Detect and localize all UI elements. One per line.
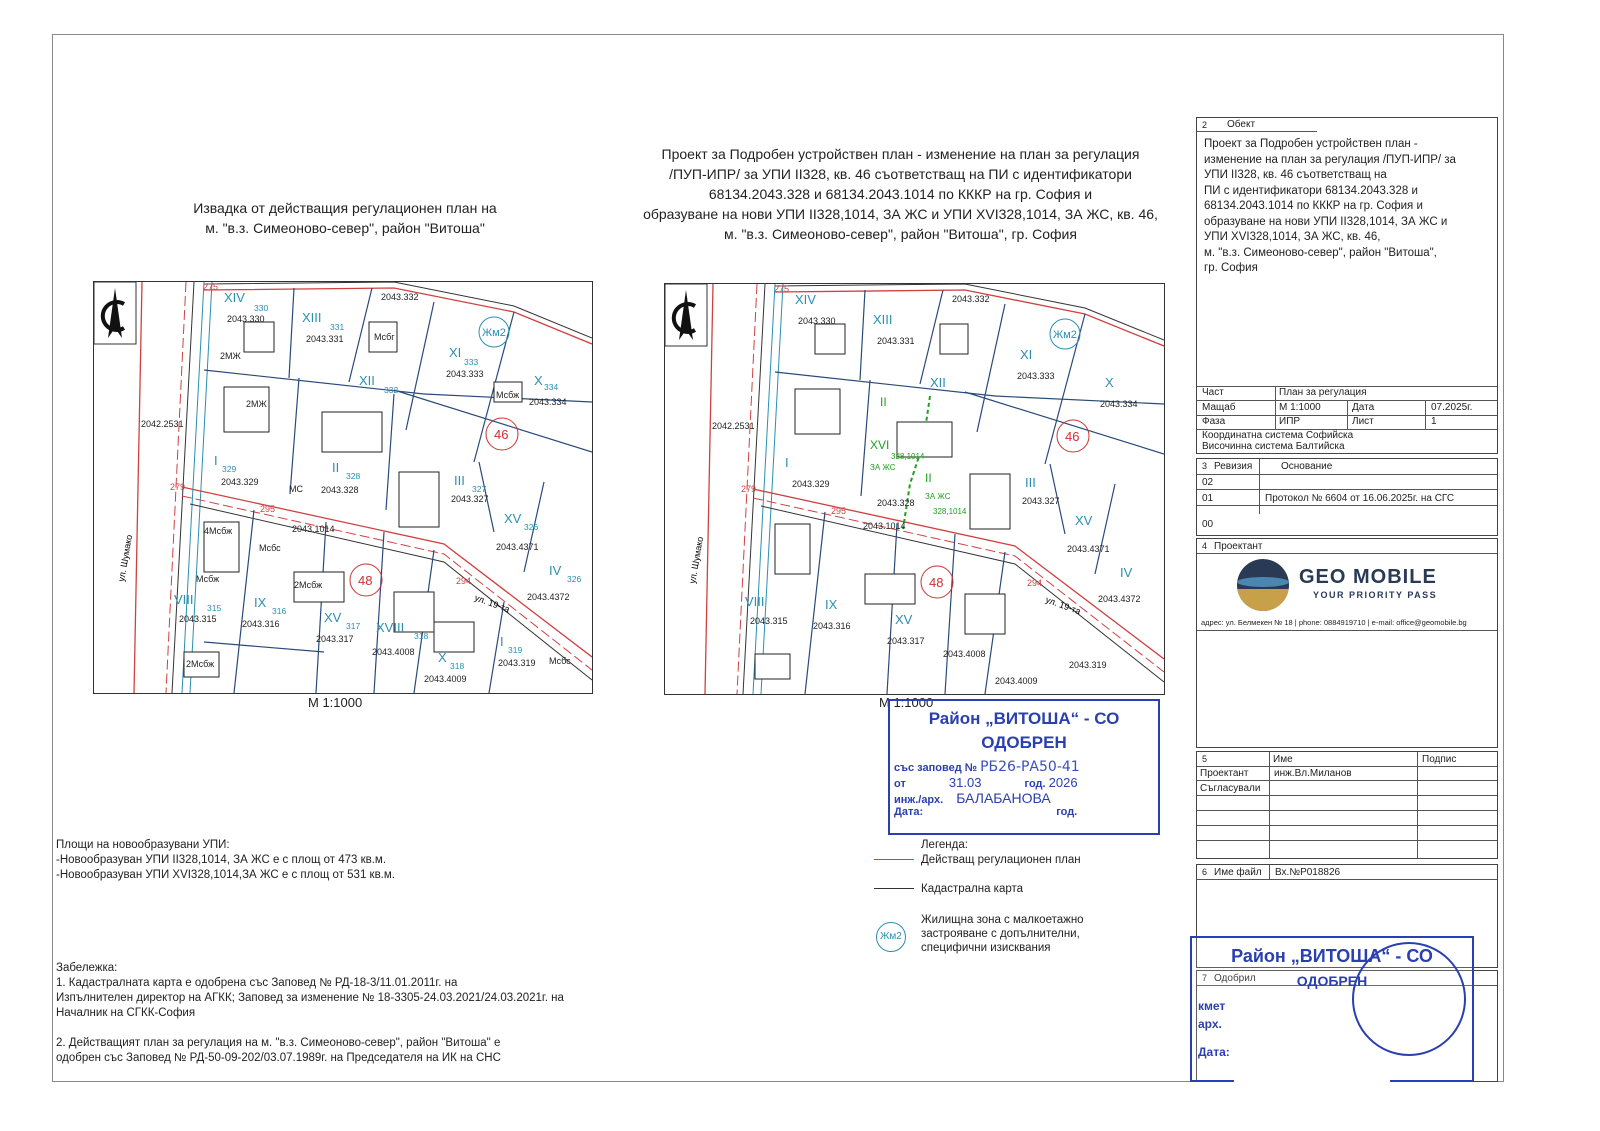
stamp-data-year-label: год.: [1056, 806, 1078, 818]
point-label: 294: [1027, 578, 1043, 588]
round-seal-icon: [1352, 942, 1466, 1056]
point-label: 279: [741, 484, 757, 494]
upi-number: X: [534, 373, 543, 388]
legend-heading: Легенда:: [921, 839, 968, 851]
upi-subscript: 328: [346, 471, 361, 481]
plot-label: 2043.329: [792, 479, 830, 489]
left-title-line-1: Извадка от действащия регулационен план на: [193, 200, 497, 216]
upi-number: IX: [825, 597, 838, 612]
proposed-regulation-map: [664, 283, 1165, 695]
plot-label: 2043.317: [887, 636, 925, 646]
note-row: одобрен със Заповед № РД-50-09-202/03.07.1989г. на Председателя на ИК на СНС: [56, 1052, 501, 1064]
left-map-title: [165, 198, 525, 238]
upi-subscript: 327: [472, 484, 487, 494]
basis-label: Основание: [1281, 461, 1333, 472]
upi-number: IX: [254, 595, 267, 610]
new-upi-subscript: 328,1014: [933, 507, 967, 516]
left-map-scale: М 1:1000: [308, 695, 363, 710]
height-system: Височинна система Балтийска: [1202, 441, 1345, 452]
upi-number: X: [1105, 375, 1114, 390]
stamp-date-value: 31.03: [948, 775, 982, 790]
section-number: 2: [1202, 120, 1208, 130]
upi-number: XV: [1075, 513, 1093, 528]
upi-number: VIII: [745, 594, 765, 609]
stamp-architect: арх.: [1198, 1017, 1222, 1031]
object-line: м. "в.з. Симеоново-север", район "Витоша",: [1204, 246, 1437, 259]
approved-by-label: Одобрил: [1214, 973, 1256, 984]
stamp-cover: [1234, 1055, 1390, 1095]
upi-subscript: 329: [222, 464, 237, 474]
plot-label: 2043.334: [1100, 399, 1138, 409]
building-label: 2МЖ: [220, 351, 241, 361]
phase-value: ИПР: [1279, 416, 1301, 427]
upi-subscript: 333: [464, 357, 479, 367]
upi-subscript: 331: [330, 322, 345, 332]
plot-label: 2042.2531: [141, 419, 184, 429]
part-label: Част: [1202, 387, 1224, 398]
block-number: 48: [929, 575, 944, 590]
note-row: [56, 1021, 564, 1036]
plot-label: 2043.316: [242, 619, 280, 629]
phase-label: Фаза: [1202, 416, 1226, 427]
new-upi-number: XVI: [870, 438, 890, 452]
note-row: Изпълнителен директор на АГКК; Заповед за изменение № 18-3305-24.03.2021/24.03.2021г. на: [56, 992, 564, 1004]
titleblock-revisions: [1196, 458, 1498, 536]
plot-label: 2043.327: [1022, 496, 1060, 506]
building-label: Мсбж: [496, 390, 520, 400]
sheet-label: Лист: [1352, 416, 1374, 427]
section-number: 6: [1202, 867, 1208, 877]
area-row: -Новообразуван УПИ XVI328,1014,ЗА ЖС е с площ от 531 кв.м.: [56, 869, 395, 881]
upi-subscript: 334: [544, 382, 559, 392]
north-arrow-icon: [94, 282, 136, 344]
upi-subscript: 332: [384, 385, 399, 395]
upi-number: XV: [504, 511, 522, 526]
stamp-date: Дата:: [1198, 1045, 1230, 1059]
titleblock-designer: [1196, 538, 1498, 748]
upi-subscript: 326: [524, 522, 539, 532]
legend-cad-label: Кадастрална карта: [921, 883, 1024, 895]
coordinate-system: Координатна система Софийска: [1202, 430, 1354, 441]
upi-number: XIV: [795, 292, 816, 307]
upi-subscript: 326: [567, 574, 582, 584]
zone-label: Жм2: [1053, 329, 1077, 341]
project-title-line-1: Проект за Подробен устройствен план - изменение на план за регулация: [661, 146, 1140, 162]
stamp-architect-signature: БАЛАБАНОВА: [956, 790, 1051, 806]
upi-number: I: [785, 455, 789, 470]
point-label: 275: [774, 284, 790, 294]
plot-label: 2043.319: [498, 658, 536, 668]
note-row: 2. Действащият план за регулация на м. "в.з. Симеоново-север", район "Витоша" е: [56, 1037, 501, 1049]
revision-number: 02: [1202, 477, 1214, 488]
upi-number: III: [1025, 475, 1036, 490]
right-map-scale: М 1:1000: [879, 695, 934, 710]
object-label: Обект: [1227, 119, 1256, 130]
designer-name: инж.Вл.Миланов: [1274, 768, 1352, 779]
stamp-architect-label: инж./арх.: [894, 794, 944, 806]
upi-number: III: [454, 473, 465, 488]
signature-label: Подпис: [1422, 754, 1457, 765]
legend-zone-text: [921, 913, 1084, 955]
block-number: 46: [494, 427, 509, 442]
street-label: ул. Шумако: [687, 535, 706, 585]
building-label: МС: [289, 484, 303, 494]
notes-heading: Забележка:: [56, 962, 118, 974]
stamp-mayor: кмет: [1198, 999, 1226, 1013]
building-label: 2МЖ: [246, 399, 267, 409]
point-label: 295: [831, 506, 847, 516]
plot-label: 2043.315: [750, 616, 788, 626]
building-label: 4Мсбж: [204, 526, 233, 536]
upi-number: XVIII: [376, 620, 405, 635]
upi-number: IV: [1120, 565, 1133, 580]
upi-subscript: 318: [450, 661, 465, 671]
date-label: Дата: [1352, 402, 1375, 413]
section-number: 3: [1202, 461, 1208, 471]
upi-number: XII: [359, 373, 375, 388]
project-title-line-3: 68134.2043.328 и 68134.2043.1014 по КККР на гр. София и: [708, 186, 1093, 202]
plot-label: 2043.331: [306, 334, 344, 344]
upi-subscript: 319: [508, 645, 523, 655]
plot-label: 2043.4009: [995, 676, 1038, 686]
stamp-approved: ОДОБРЕН: [981, 733, 1067, 752]
street-label: ул. Шумако: [116, 533, 135, 583]
note-row: 1. Кадастралната карта е одобрена със Заповед № РД-18-3/11.01.2011г. на: [56, 977, 458, 989]
plot-label: 2043.330: [798, 316, 836, 326]
upi-number: XV: [324, 610, 342, 625]
upi-number: VIII: [174, 592, 194, 607]
building-label: 2Мсбж: [294, 580, 323, 590]
project-title: [628, 144, 1173, 244]
street-label: ул. 19-та: [1044, 594, 1083, 617]
upi-number: X: [438, 650, 447, 665]
upi-subscript: 315: [207, 603, 222, 613]
designer-label: Проектант: [1214, 541, 1263, 552]
new-upi-number: II: [925, 471, 932, 485]
new-upi-use: ЗА ЖС: [870, 463, 896, 472]
object-text: [1204, 137, 1456, 277]
plot-label: 2043.319: [1069, 660, 1107, 670]
revision-number: 00: [1202, 519, 1214, 530]
section-number: 5: [1202, 754, 1208, 764]
plot-label: 2043.327: [451, 494, 489, 504]
plot-label: 2042.2531: [712, 421, 755, 431]
existing-map-drawing: [94, 282, 592, 693]
stamp-date-label: от: [894, 778, 906, 790]
stamp-district: Район „ВИТОША“ - СО: [928, 709, 1120, 728]
street-label: ул. 19-та: [473, 592, 512, 615]
plot-label: 2043.328: [321, 485, 359, 495]
point-label: 294: [456, 576, 472, 586]
point-label: 279: [170, 482, 186, 492]
agreed-label: Съгласували: [1200, 783, 1261, 794]
legend-zone-line: застрояване с допълнителни,: [921, 928, 1080, 940]
plot-label: 2043.4008: [943, 649, 986, 659]
block-number: 48: [358, 573, 373, 588]
legend-cad-line: [874, 888, 914, 889]
plot-label: 2043.331: [877, 336, 915, 346]
proposed-map-drawing: [665, 284, 1164, 694]
plot-label: 2043.1014: [292, 524, 335, 534]
plot-label: 2043.329: [221, 477, 259, 487]
plot-label: 2043.4009: [424, 674, 467, 684]
stamp-order-value: РБ26-РА50-41: [980, 759, 1080, 775]
north-arrow-icon: [665, 284, 707, 346]
legend-reg-label: Действащ регулационен план: [921, 854, 1081, 866]
new-upi-subscript: 328,1014: [891, 452, 925, 461]
upi-number: XII: [930, 375, 946, 390]
designer-role: Проектант: [1200, 768, 1249, 779]
note-row: Началник на СГКК-София: [56, 1007, 196, 1019]
new-upi-areas: [56, 838, 395, 883]
project-title-line-2: /ПУП-ИПР/ за УПИ II328, кв. 46 съответстващ на ПИ с идентификатори: [669, 166, 1132, 182]
titleblock-signatures: [1196, 751, 1498, 859]
new-upi-use: ЗА ЖС: [925, 492, 951, 501]
legend-reg-line: [874, 859, 914, 860]
file-value: Вх.№Р018826: [1275, 867, 1341, 878]
upi-subscript: 330: [254, 303, 269, 313]
plot-label: 2043.316: [813, 621, 851, 631]
upi-number: XV: [895, 612, 913, 627]
zone-label: Жм2: [482, 327, 506, 339]
building-label: 2Мсбж: [186, 659, 215, 669]
object-line: гр. София: [1204, 262, 1258, 274]
object-line: ПИ с идентификатори 68134.2043.328 и: [1204, 184, 1418, 197]
building-label: Мсбс: [549, 656, 571, 666]
plot-label: 2043.4372: [527, 592, 570, 602]
scale-value: М 1:1000: [1279, 402, 1321, 413]
stamp-year-label: год.: [1024, 778, 1046, 790]
plot-label: 2043.332: [381, 292, 419, 302]
upi-subscript: 317: [346, 621, 361, 631]
plot-label: 2043.4371: [496, 542, 539, 552]
plot-label: 2043.315: [179, 614, 217, 624]
plot-label: 2043.330: [227, 314, 265, 324]
plot-label: 2043.333: [1017, 371, 1055, 381]
company-name: GEO MOBILE: [1299, 566, 1437, 588]
file-label: Име файл: [1214, 867, 1262, 878]
revision-number: 01: [1202, 493, 1214, 504]
building-label: Мсбг: [374, 332, 395, 342]
upi-number: I: [500, 634, 504, 649]
company-tagline: YOUR PRIORITY PASS: [1313, 590, 1438, 600]
upi-number: XIII: [302, 310, 322, 325]
plot-label: 2043.4008: [372, 647, 415, 657]
existing-regulation-map: [93, 281, 593, 694]
plot-label: 2043.4371: [1067, 544, 1110, 554]
building-label: Мсбс: [259, 543, 281, 553]
upi-number: XIV: [224, 290, 245, 305]
plot-label: 2043.4372: [1098, 594, 1141, 604]
date-value: 07.2025г.: [1431, 402, 1473, 413]
object-line: 68134.2043.1014 по КККР на гр. София и: [1204, 200, 1423, 212]
new-upi-number: II: [880, 395, 887, 409]
plot-label: 2043.334: [529, 397, 567, 407]
upi-number: IV: [549, 563, 562, 578]
stamp-order-label: със заповед №: [894, 762, 978, 774]
legend-zone-line: Жилищна зона с малкоетажно: [921, 914, 1084, 926]
upi-number: II: [332, 460, 340, 475]
notes: [56, 961, 564, 1066]
upi-number: XIII: [873, 312, 893, 327]
plot-label: 2043.328: [877, 498, 915, 508]
project-title-line-4: образуване на нови УПИ II328,1014, ЗА ЖС и УПИ XVI328,1014, ЗА ЖС, кв. 46,: [643, 206, 1158, 222]
titleblock-object: [1196, 117, 1498, 454]
sheet-value: 1: [1431, 416, 1437, 427]
approval-stamp: [888, 699, 1160, 835]
upi-subscript: 316: [272, 606, 287, 616]
section-number: 4: [1202, 541, 1208, 551]
section-number: 7: [1202, 973, 1208, 983]
object-line: УПИ II328, кв. 46 съответстващ на: [1204, 169, 1387, 181]
object-line: Проект за Подробен устройствен план -: [1204, 138, 1418, 150]
object-line: образуване на нови УПИ II328,1014, ЗА ЖС и: [1204, 215, 1448, 228]
upi-number: XI: [449, 345, 462, 360]
point-label: 275: [203, 282, 219, 292]
legend-zone-line: специфични изисквания: [921, 942, 1051, 954]
point-label: 295: [260, 504, 276, 514]
plot-label: 2043.332: [952, 294, 990, 304]
project-title-line-5: м. "в.з. Симеоново-север", район "Витоша", гр. София: [724, 226, 1077, 242]
part-value: План за регулация: [1279, 387, 1367, 398]
areas-heading: Площи на новообразувани УПИ:: [56, 839, 230, 851]
name-label: Име: [1273, 754, 1293, 765]
upi-number: I: [214, 453, 218, 468]
revision-basis: Протокол № 6604 от 16.06.2025г. на СГС: [1265, 493, 1455, 504]
plot-label: 2043.333: [446, 369, 484, 379]
geo-mobile-logo-icon: [1237, 559, 1289, 611]
upi-number: XI: [1020, 347, 1033, 362]
stamp-approved: ОДОБРЕН: [1296, 973, 1368, 989]
block-number: 46: [1065, 429, 1080, 444]
plot-label: 2043.1014: [863, 521, 906, 531]
scale-label: Мащаб: [1202, 402, 1236, 413]
object-line: изменение на план за регулация /ПУП-ИПР/ за: [1204, 153, 1456, 166]
revision-label: Ревизия: [1214, 461, 1253, 472]
upi-subscript: 318: [414, 631, 429, 641]
legend-zone-symbol: Жм2: [876, 922, 906, 952]
left-title-line-2: м. "в.з. Симеоново-север", район "Витоша": [205, 220, 485, 236]
company-address: адрес: ул. Белмекен № 18 | phone: 0884919710 | e-mail: office@geomobile.bg: [1201, 618, 1467, 627]
building-label: Мсбж: [196, 574, 220, 584]
stamp-year-value: 2026: [1048, 775, 1078, 790]
area-row: -Новообразуван УПИ II328,1014, ЗА ЖС е с площ от 473 кв.м.: [56, 854, 387, 866]
plot-label: 2043.317: [316, 634, 354, 644]
stamp-district: Район „ВИТОША“ - СО: [1231, 946, 1433, 966]
object-line: УПИ XVI328,1014, ЗА ЖС, кв. 46,: [1204, 231, 1381, 243]
stamp-data-label: Дата:: [894, 806, 924, 818]
